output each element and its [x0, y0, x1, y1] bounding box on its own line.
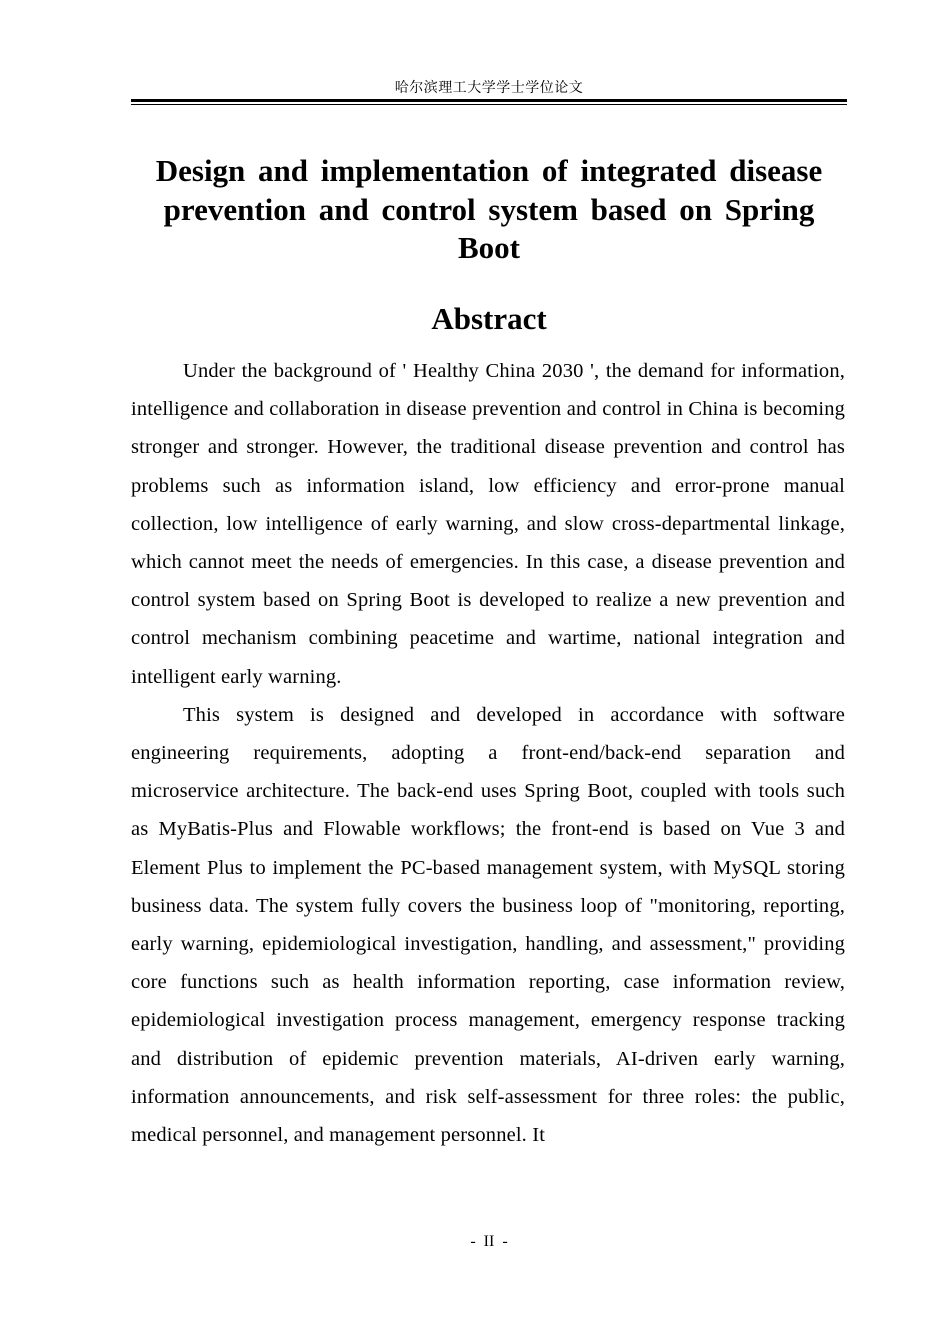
header-rule-thick [131, 99, 847, 102]
page-number: - II - [470, 1233, 508, 1250]
abstract-paragraph-1: Under the background of ' Healthy China 2030 ', the demand for information, intelligence and collaboration in disease prevention and control in China is becoming stronger and stronger. However, the traditional disease prevention and control has problems such as information island, low efficiency and error-prone manual collection, low intelligence of early warning, and slow cross-departmental linkage, which cannot meet the needs of emergencies. In this case, a disease prevention and control system based on Spring Boot is developed to realize a new prevention and control mechanism combining peacetime and wartime, national integration and intelligent early warning. [131, 360, 845, 688]
thesis-title: Design and implementation of integrated disease prevention and control system based on Spring Boot [155, 153, 823, 265]
abstract-paragraph-2: This system is designed and developed in accordance with software engineering requirements, adopting a front-end/back-end separation and microservice architecture. The back-end uses Spring Boot, coupled with tools such as MyBatis-Plus and Flowable workflows; the front-end is based on Vue 3 and Element Plus to implement the PC-based management system, with MySQL storing business data. The system fully covers the business loop of "monitoring, reporting, early warning, epidemiological investigation, handling, and assessment," providing core functions such as health information reporting, case information review, epidemiological investigation process management, emergency response tracking and distribution of epidemic prevention materials, AI-driven early warning, information announcements, and risk self-assessment for three roles: the public, medical personnel, and management personnel. It [131, 703, 845, 1147]
header-rule-thin [131, 104, 847, 105]
running-header: 哈尔滨理工大学学士学位论文 [394, 80, 584, 96]
abstract-heading: Abstract [431, 301, 547, 336]
abstract-body [131, 352, 845, 1154]
